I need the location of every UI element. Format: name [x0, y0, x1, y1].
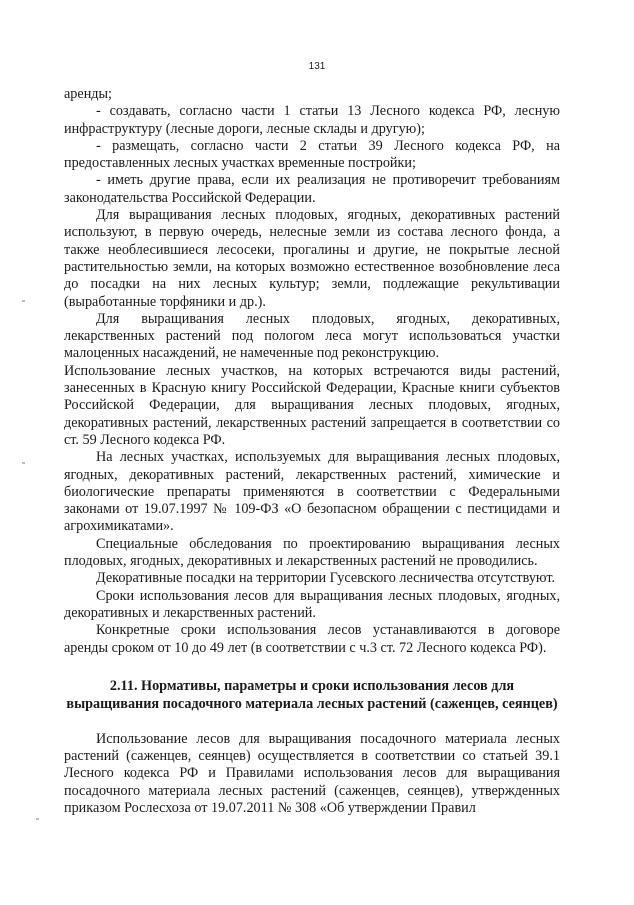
paragraph: Использование лесов для выращивания посадочного материала лесных растений (саженцев, сеянцев) осуществляется в соответствии со статьей 39.1 Лесного кодекса РФ и Правилами использования лесов для выращивания посадочного материала лесных растений (саженцев, сеянцев), утвержденных приказом Рослесхоза от 19.07.2011 № 308 «Об утверждении Правил: [64, 730, 560, 816]
paragraph: Использование лесных участков, на которых встречаются виды растений, занесенных в Красную книгу Российской Федерации, Красные книги субъектов Российской Федерации, для выращивания лесных плодовых, ягодных, декоративных растений, лекарственных растений запрещается в соответствии со ст. 59 Лесного кодекса РФ.: [64, 362, 560, 448]
paragraph: На лесных участках, используемых для выращивания лесных плодовых, ягодных, декоративных растений, лекарственных растений, химические и биологические препараты применяются в соответствии с Федеральными законами от 19.07.1997 № 109-ФЗ «О безопасном обращении с пестицидами и агрохимикатами».: [64, 449, 560, 535]
paragraph: Для выращивания лесных плодовых, ягодных, декоративных растений используют, в первую очередь, нелесные земли из состава лесного фонда, а также необлесившиеся лесосеки, прогалины и другие, не покрытые лесной растительностью земли, на которых возможно естественное возобновление леса до посадки на них лесных культур; земли, подлежащие рекультивации (выработанные торфяники и др.).: [64, 207, 560, 310]
scan-artifact: [22, 300, 25, 302]
scan-artifact: [22, 462, 25, 464]
paragraph: Специальные обследования по проектированию выращивания лесных плодовых, ягодных, декоративных и лекарственных растений не проводились.: [64, 535, 560, 570]
paragraph: аренды;: [64, 86, 112, 102]
page-number: 131: [308, 61, 326, 72]
list-item: - иметь другие права, если их реализация не противоречит требованиям законодательства Российской Федерации.: [64, 172, 560, 206]
list-item: - создавать, согласно части 1 статьи 13 Лесного кодекса РФ, лесную инфраструктуру (лесные дороги, лесные склады и другую);: [64, 103, 560, 137]
paragraph: Сроки использования лесов для выращивания лесных плодовых, ягодных, декоративных и лекарственных растений.: [64, 587, 560, 621]
paragraph: Конкретные сроки использования лесов устанавливаются в договоре аренды сроком от 10 до 49 лет (в соответствии с ч.3 ст. 72 Лесного кодекса РФ).: [64, 622, 560, 656]
paragraph: Декоративные посадки на территории Гусевского лесничества отсутствуют.: [96, 570, 556, 587]
document-body: [64, 86, 560, 817]
section-heading: 2.11. Нормативы, параметры и сроки использования лесов для выращивания посадочного материала лесных растений (саженцев, сеянцев): [66, 677, 558, 712]
scan-artifact: [36, 818, 39, 820]
list-item: - размещать, согласно части 2 статьи 39 Лесного кодекса РФ, на предоставленных лесных участках временные постройки;: [64, 137, 560, 172]
paragraph: Для выращивания лесных плодовых, ягодных, декоративных, лекарственных растений под пологом леса могут использоваться участки малоценных насаждений, не намеченные под реконструкцию.: [64, 310, 560, 362]
